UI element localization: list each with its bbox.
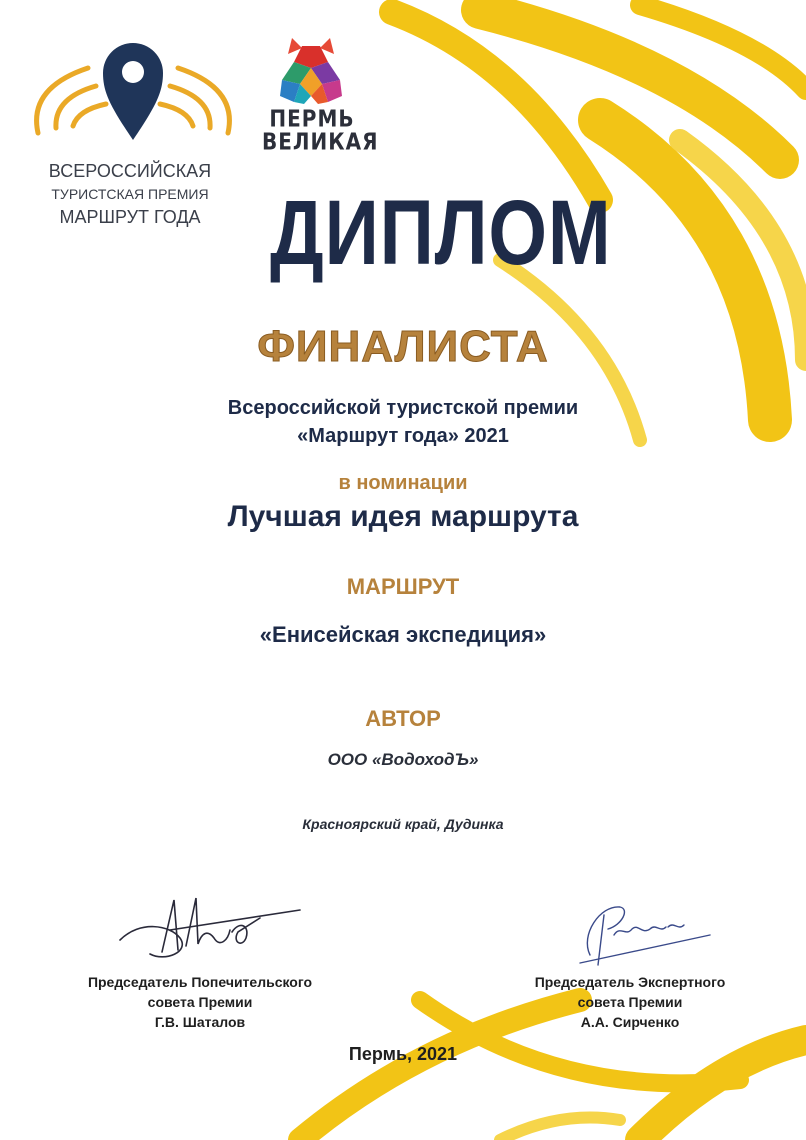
signer-left-line-2: совета Премии	[147, 994, 253, 1010]
logo-line-2: ТУРИСТСКАЯ ПРЕМИЯ	[51, 186, 209, 202]
signer-right	[500, 972, 760, 1032]
finalist-heading: ФИНАЛИСТА	[257, 322, 549, 371]
signer-left-line-1: Председатель Попечительского	[87, 974, 313, 990]
diploma-title: ДИПЛОМ	[270, 182, 612, 284]
perm-line-1: ПЕРМЬ	[269, 104, 355, 133]
author-label: АВТОР	[365, 706, 441, 731]
bear-icon	[278, 36, 344, 106]
signer-right-line-2: совета Премии	[577, 994, 683, 1010]
city-year: Пермь, 2021	[348, 1044, 458, 1064]
signer-left-name: Г.В. Шаталов	[154, 1014, 246, 1030]
perm-line-2: ВЕЛИКАЯ	[262, 127, 379, 156]
premium-logo	[28, 28, 238, 148]
nomination-value: Лучшая идея маршрута	[227, 500, 579, 533]
perm-logo-text	[262, 104, 379, 156]
signer-right-name: А.А. Сирченко	[580, 1014, 680, 1030]
logo-line-3: МАРШРУТ ГОДА	[59, 207, 201, 227]
premium-name	[0, 394, 806, 450]
premium-logo-text	[40, 160, 220, 229]
signer-left	[60, 972, 340, 1032]
author-value: ООО «ВодоходЪ»	[327, 750, 479, 769]
nomination-label: в номинации	[338, 472, 468, 494]
route-label: МАРШРУТ	[346, 574, 460, 599]
region-text: Красноярский край, Дудинка	[302, 816, 504, 832]
map-pin-icon	[103, 43, 163, 140]
logo-line-1: ВСЕРОССИЙСКАЯ	[48, 161, 212, 181]
signature-left	[110, 890, 310, 970]
premium-line-2: «Маршрут года» 2021	[297, 425, 509, 447]
route-value: «Енисейская экспедиция»	[259, 622, 547, 647]
premium-line-1: Всероссийской туристской премии	[227, 397, 579, 419]
signature-right	[560, 895, 730, 975]
signer-right-line-1: Председатель Экспертного	[534, 974, 726, 990]
